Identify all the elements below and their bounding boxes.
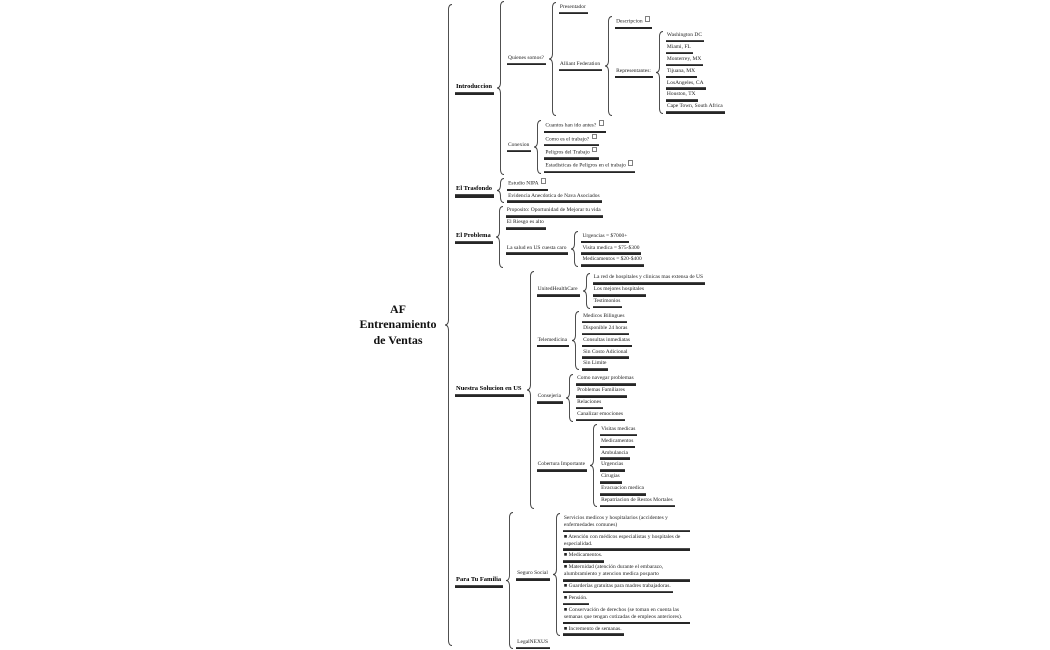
node-urgencias[interactable]: [600, 461, 625, 470]
brace-connector: [655, 31, 664, 114]
central-topic[interactable]: [354, 302, 442, 349]
node-consejeria[interactable]: [537, 393, 564, 402]
node-label: Consejeria: [537, 393, 562, 400]
node-label: Nuestra Solucion en US: [456, 385, 522, 392]
node-seguro-social[interactable]: [516, 570, 550, 579]
node-city-miami[interactable]: [666, 44, 693, 53]
node-representantes[interactable]: [615, 68, 653, 77]
node-label: Problemas Familiares: [577, 387, 625, 394]
node-label: La red de hospitales y clinicas mas extensa de US: [593, 274, 704, 281]
node-city-capetown[interactable]: [666, 103, 725, 112]
node-label: ■ Atención con médicos especialistas y hospitales de especialidad.: [563, 533, 681, 547]
hyperlink-icon[interactable]: [628, 160, 633, 166]
node-label: Sin Limite: [583, 360, 607, 367]
node-label: Estadisticas de Peligros en el trabajo: [545, 162, 626, 169]
node-cost-urgencias[interactable]: [581, 233, 629, 242]
node-label: UnitedHealthCare: [537, 286, 578, 293]
node-label: Visita medica = $75-$300: [582, 244, 640, 251]
branch-quienes-somos: [507, 2, 725, 116]
node-label: Estudio NIPA: [508, 180, 539, 187]
brace-connector-root: [444, 4, 453, 646]
node-label: Cirugias: [601, 473, 620, 480]
node-label: El Trasfondo: [456, 185, 493, 193]
node-conexion[interactable]: [507, 142, 531, 151]
node-label: Peligros del Trabajo: [545, 149, 590, 156]
branch-introduccion: [455, 1, 725, 175]
node-para-tu-familia[interactable]: [455, 576, 503, 586]
node-label: ■ Pensión.: [563, 594, 588, 601]
node-label: Consultas inmediatas: [583, 336, 631, 343]
node-label: Presentador: [559, 3, 586, 10]
node-el-problema[interactable]: [455, 232, 493, 242]
branch-el-problema: [455, 206, 644, 268]
node-label: Disponible 24 horas: [583, 324, 628, 331]
node-label: Introduccion: [456, 82, 492, 90]
node-label: Medicamentos: [601, 437, 634, 444]
node-label: Alliant Federation: [559, 60, 601, 67]
central-topic-line: AF: [390, 301, 406, 316]
node-label: Tijuana, MX: [666, 67, 696, 74]
node-estadisticas-peligros[interactable]: [544, 161, 635, 171]
node-label: ■ Incremento de semanas.: [563, 625, 622, 632]
hyperlink-icon[interactable]: [645, 16, 650, 22]
node-label: Evidencia Anecdotica de Nava Asociados: [508, 192, 600, 199]
node-servicios-medicos[interactable]: [563, 515, 690, 531]
node-label: Urgencias = $7000+: [582, 232, 628, 239]
node-testimonios[interactable]: [593, 298, 623, 307]
branch-alliant-federation: [559, 16, 725, 116]
node-label: Sin Costo Adicional: [583, 348, 628, 355]
node-canalizar-emociones[interactable]: [576, 411, 625, 420]
node-conservacion-derechos[interactable]: [563, 607, 690, 623]
node-city-tijuana[interactable]: [666, 68, 697, 77]
brace-connector: [565, 374, 574, 422]
node-red-hospitales[interactable]: [593, 274, 706, 283]
node-nuestra-solucion[interactable]: [455, 385, 524, 395]
node-telemedicina[interactable]: [537, 337, 570, 346]
node-label: Testimonios: [593, 298, 621, 304]
node-label: El Riesgo es alto: [506, 219, 544, 226]
node-label: La salud en US cuesta caro: [506, 244, 567, 251]
node-guarderias[interactable]: [563, 583, 673, 592]
node-medicos-bilingues[interactable]: [582, 313, 626, 322]
branch-unitedhealthcare: [537, 273, 706, 309]
node-ambulancia[interactable]: [600, 450, 630, 459]
brace-connector: [548, 2, 557, 116]
node-cirugias[interactable]: [600, 473, 622, 482]
node-sin-limite[interactable]: [582, 360, 608, 369]
brace-connector: [533, 120, 542, 174]
brace-connector: [570, 231, 579, 267]
node-medicamentos[interactable]: [600, 438, 635, 447]
node-label: Servicios medicos y hospitalarios (accidentes y enfermedades comunes): [563, 514, 668, 528]
node-label: El Problema: [456, 232, 491, 239]
brace-connector: [496, 178, 505, 203]
node-label: LosAngeles, CA: [666, 79, 704, 86]
node-label: Miami, FL: [666, 43, 691, 50]
mindmap: [354, 4, 725, 646]
branch-telemedicina: [537, 311, 632, 370]
node-label: ■ Medicamentos.: [563, 552, 603, 559]
node-unitedhealthcare[interactable]: [537, 286, 580, 295]
branch-seguro-social: [516, 513, 690, 636]
node-label: LegalNEXUS: [517, 638, 549, 645]
central-topic-line: Entrenamiento: [359, 317, 437, 332]
node-label: Representantes:: [616, 67, 651, 74]
node-label: Medicos Bilingues: [583, 312, 625, 319]
node-city-houston[interactable]: [666, 91, 698, 100]
brace-connector: [505, 512, 514, 649]
node-label: Repatriacion de Restos Mortales: [601, 497, 673, 503]
node-maternidad[interactable]: [563, 564, 690, 580]
brace-connector: [526, 271, 535, 509]
branch-cobertura-importante: [537, 424, 675, 507]
branch-representantes: [615, 31, 725, 114]
brace-connector: [571, 311, 580, 370]
hyperlink-icon[interactable]: [599, 120, 604, 126]
node-label: Ambulancia: [601, 449, 628, 456]
node-label: Relaciones: [577, 399, 602, 405]
node-label: Cape Town, South Africa: [666, 103, 723, 110]
node-proposito[interactable]: [506, 207, 603, 216]
brace-connector: [582, 273, 591, 309]
branch-el-trasfondo: [455, 178, 602, 203]
node-cobertura-importante[interactable]: [537, 461, 588, 470]
branch-nuestra-solucion: [455, 271, 705, 509]
node-label: ■ Maternidad (atención durante el embarazo, alumbramiento y atencion medica posparto: [563, 564, 664, 578]
node-problemas-familiares[interactable]: [576, 387, 627, 396]
node-mejores-hospitales[interactable]: [593, 286, 646, 295]
node-disponible-24[interactable]: [582, 325, 629, 334]
node-relaciones[interactable]: [576, 399, 603, 408]
node-legalnexus[interactable]: [516, 639, 550, 648]
node-label: Telemedicina: [537, 336, 568, 343]
node-label: Conexion: [508, 141, 530, 148]
node-descripcion[interactable]: [615, 17, 652, 27]
node-pension[interactable]: [563, 595, 590, 604]
node-label: ■ Guarderías gratuitas para madres trabajadoras.: [563, 583, 671, 589]
node-label: Como es el trabajo?: [545, 136, 590, 142]
node-navegar-problemas[interactable]: [576, 375, 636, 384]
node-presentador[interactable]: [559, 4, 588, 13]
node-medicamentos-seguro[interactable]: [563, 552, 604, 561]
node-visitas-medicas[interactable]: [600, 426, 637, 435]
node-label: Canalizar emociones: [577, 410, 624, 417]
branch-consejeria: [537, 374, 636, 422]
node-atencion-especialistas[interactable]: [563, 534, 690, 550]
node-label: Quienes somos?: [508, 55, 544, 61]
node-label: Proposito: Oportunidad de Mejorar tu vida: [506, 207, 601, 214]
node-label: Los mejores hospitales: [593, 286, 644, 293]
brace-connector: [589, 424, 598, 507]
node-label: Como navegar problemas: [577, 375, 634, 382]
node-sin-costo[interactable]: [582, 349, 629, 358]
node-evacuacion-medica[interactable]: [600, 485, 646, 494]
branch-para-tu-familia: [455, 512, 690, 649]
node-city-monterrey[interactable]: [666, 56, 703, 65]
node-cost-medicamentos[interactable]: [581, 256, 643, 265]
hyperlink-icon[interactable]: [541, 178, 546, 184]
central-topic-line: de Ventas: [373, 332, 423, 347]
hyperlink-icon[interactable]: [592, 134, 597, 140]
node-salud-us-cuesta-caro[interactable]: [506, 245, 569, 254]
branch-salud-us: [506, 231, 644, 267]
brace-connector: [495, 206, 504, 268]
node-label: Urgencias: [601, 461, 624, 468]
node-label: Seguro Social: [517, 570, 548, 577]
node-riesgo-alto[interactable]: [506, 219, 546, 228]
node-label: Para Tu Familia: [456, 575, 502, 583]
node-cuantos-han-ido[interactable]: [544, 121, 605, 131]
node-alliant-federation[interactable]: [559, 61, 602, 70]
node-introduccion[interactable]: [455, 83, 494, 93]
node-label: Houston, TX: [666, 91, 696, 98]
node-label: Cobertura Importante: [537, 461, 586, 468]
hyperlink-icon[interactable]: [592, 147, 597, 153]
node-city-washington[interactable]: [666, 32, 704, 41]
node-label: Descripcion: [616, 18, 643, 25]
node-label: Monterrey, MX: [666, 55, 702, 62]
node-como-es-el-trabajo[interactable]: [544, 135, 598, 145]
main-branches: [455, 0, 725, 650]
node-quienes-somos[interactable]: [507, 55, 546, 64]
node-label: Visitas medicas: [601, 425, 636, 432]
brace-connector: [604, 16, 613, 116]
node-incremento-semanas[interactable]: [563, 626, 624, 635]
brace-connector: [552, 513, 561, 636]
node-el-trasfondo[interactable]: [455, 185, 494, 195]
node-label: ■ Conservación de derechos (se toman en cuenta las semanas que tengan cotizadas de empleos anteriores).: [563, 606, 683, 620]
node-cost-visita-medica[interactable]: [581, 245, 641, 254]
node-city-losangeles[interactable]: [666, 80, 706, 89]
node-label: Washington DC: [666, 32, 703, 38]
node-consultas-inmediatas[interactable]: [582, 337, 632, 346]
node-peligros-del-trabajo[interactable]: [544, 148, 599, 158]
node-label: Evacuacion medica: [601, 485, 644, 492]
branch-conexion: [507, 120, 635, 174]
node-label: Cuantos han ido antes?: [545, 122, 597, 129]
node-estudio-nipa[interactable]: [507, 179, 548, 189]
brace-connector: [496, 1, 505, 175]
node-label: Medicamentos = $20-$400: [582, 256, 642, 263]
node-repatriacion[interactable]: [600, 497, 675, 506]
node-evidencia-anecdotica[interactable]: [507, 193, 602, 202]
